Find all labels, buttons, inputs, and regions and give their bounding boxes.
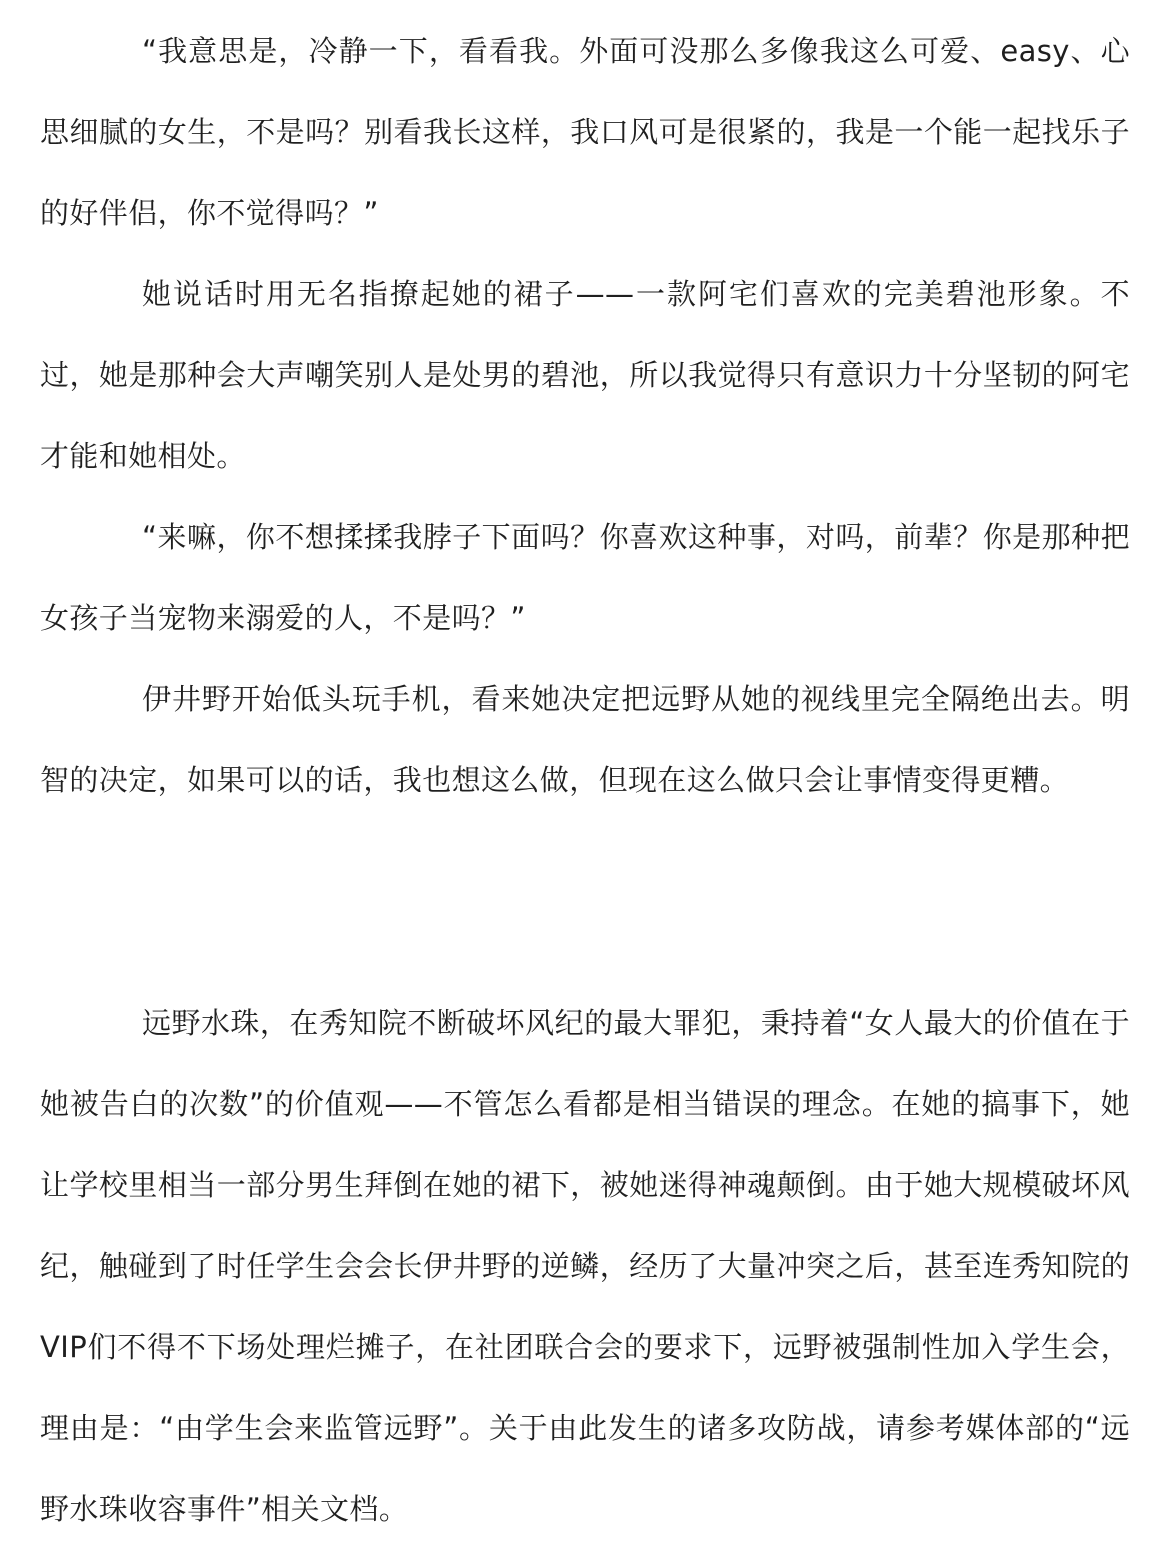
paragraph-5: 远野水珠，在秀知院不断破坏风纪的最大罪犯，秉持着“女人最大的价值在于她被告白的次数”的价值观——不管怎么看都是相当错误的理念。在她的搞事下，她让学校里相当一部分男生拜倒在她的裙下，被她迷得神魂颠倒。由于她大规模破坏风纪，触碰到了时任学生会会长伊井野的逆鳞，经历了大量冲突之后，甚至连秀知院的VIP们不得不下场处理烂摊子，在社团联合会的要求下，远野被强制性加入学生会，理由是：“由学生会来监管远野”。关于由此发生的诸多攻防战，请参考媒体部的“远野水珠收容事件”相关文档。 (40, 1006, 1130, 1526)
section-break (40, 821, 1130, 983)
paragraph-4: 伊井野开始低头玩手机，看来她决定把远野从她的视线里完全隔绝出去。明智的决定，如果可以的话，我也想这么做，但现在这么做只会让事情变得更糟。 (40, 682, 1130, 797)
paragraph-1: “我意思是，冷静一下，看看我。外面可没那么多像我这么可爱、easy、心思细腻的女生，不是吗？别看我长这样，我口风可是很紧的，我是一个能一起找乐子的好伴侣，你不觉得吗？” (40, 34, 1130, 230)
paragraph-3: “来嘛，你不想揉揉我脖子下面吗？你喜欢这种事，对吗，前辈？你是那种把女孩子当宠物来溺爱的人，不是吗？” (40, 520, 1130, 635)
paragraph-2: 她说话时用无名指撩起她的裙子——一款阿宅们喜欢的完美碧池形象。不过，她是那种会大声嘲笑别人是处男的碧池，所以我觉得只有意识力十分坚韧的阿宅才能和她相处。 (40, 277, 1130, 473)
document-page (40, 11, 1130, 1550)
